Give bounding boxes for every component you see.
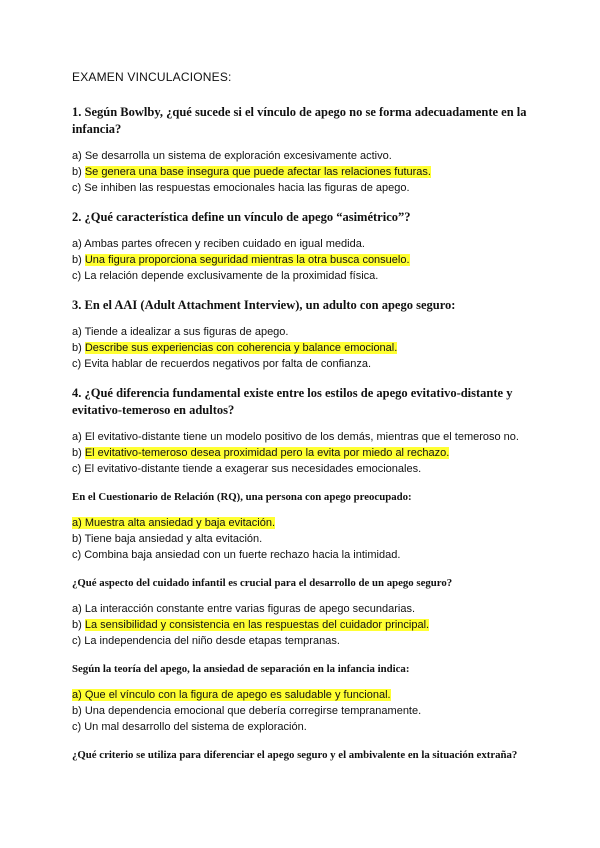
- answer-options: [72, 324, 532, 372]
- question-text: 1. Según Bowlby, ¿qué sucede si el vínculo de apego no se forma adecuadamente en la infancia?: [72, 105, 527, 136]
- answer-option: [72, 268, 532, 284]
- highlighted-answer-text: Describe sus experiencias con coherencia y balance emocional.: [84, 342, 398, 354]
- highlighted-answer-text: Muestra alta ansiedad y baja evitación.: [84, 517, 276, 529]
- answer-option: [72, 236, 532, 252]
- answer-option: [72, 340, 532, 356]
- option-letter: a): [72, 603, 85, 615]
- option-text: Se desarrolla un sistema de exploración excesivamente activo.: [84, 150, 392, 162]
- answer-options: [72, 148, 532, 196]
- answer-option: [72, 356, 532, 372]
- answer-options: [72, 236, 532, 284]
- option-text: Se inhiben las respuestas emocionales hacia las figuras de apego.: [84, 182, 410, 194]
- option-letter: a): [72, 517, 85, 529]
- option-letter: b): [72, 705, 85, 717]
- document-title: EXAMEN VINCULACIONES:: [72, 70, 232, 84]
- option-letter: c): [72, 182, 85, 194]
- option-text: Tiene baja ansiedad y alta evitación.: [84, 533, 263, 545]
- option-letter: a): [72, 326, 85, 338]
- option-letter: a): [72, 689, 85, 701]
- option-text: La relación depende exclusivamente de la proximidad física.: [84, 270, 379, 282]
- question-text: 3. En el AAI (Adult Attachment Interview), un adulto con apego seguro:: [72, 298, 456, 312]
- answer-option: [72, 531, 532, 547]
- highlighted-answer-text: El evitativo-temeroso desea proximidad pero la evita por miedo al rechazo.: [84, 447, 450, 459]
- option-text: Evita hablar de recuerdos negativos por falta de confianza.: [84, 358, 372, 370]
- option-letter: c): [72, 270, 85, 282]
- option-letter: a): [72, 238, 85, 250]
- highlighted-answer-text: La sensibilidad y consistencia en las respuestas del cuidador principal.: [84, 619, 430, 631]
- option-letter: b): [72, 619, 85, 631]
- answer-option: [72, 547, 532, 563]
- option-letter: c): [72, 358, 85, 370]
- highlighted-answer-text: Que el vínculo con la figura de apego es saludable y funcional.: [84, 689, 391, 701]
- option-text: Combina baja ansiedad con un fuerte rechazo hacia la intimidad.: [84, 549, 401, 561]
- option-letter: b): [72, 342, 85, 354]
- answer-option: [72, 180, 532, 196]
- option-letter: c): [72, 463, 85, 475]
- answer-option: [72, 719, 532, 735]
- option-text: Tiende a idealizar a sus figuras de apego.: [84, 326, 289, 338]
- question-text: 2. ¿Qué característica define un vínculo de apego “asimétrico”?: [72, 210, 411, 224]
- option-text: Una dependencia emocional que debería corregirse tempranamente.: [84, 705, 422, 717]
- answer-option: [72, 252, 532, 268]
- answer-option: [72, 461, 532, 477]
- answer-option: [72, 324, 532, 340]
- option-text: El evitativo-distante tiende a exagerar sus necesidades emocionales.: [84, 463, 422, 475]
- answer-option: [72, 164, 532, 180]
- answer-option: [72, 429, 532, 445]
- option-letter: b): [72, 166, 85, 178]
- answer-options: [72, 429, 532, 477]
- option-text: El evitativo-distante tiene un modelo positivo de los demás, mientras que el temeroso no.: [84, 431, 519, 443]
- question-text: ¿Qué aspecto del cuidado infantil es crucial para el desarrollo de un apego seguro?: [72, 577, 453, 589]
- highlighted-answer-text: Una figura proporciona seguridad mientras la otra busca consuelo.: [84, 254, 410, 266]
- option-text: La independencia del niño desde etapas tempranas.: [84, 635, 340, 647]
- answer-option: [72, 687, 532, 703]
- question-text: 4. ¿Qué diferencia fundamental existe entre los estilos de apego evitativo-distante y evitativo-temeroso en adultos?: [72, 386, 513, 417]
- answer-option: [72, 633, 532, 649]
- option-letter: b): [72, 533, 85, 545]
- option-text: Un mal desarrollo del sistema de exploración.: [84, 721, 307, 733]
- option-letter: c): [72, 549, 85, 561]
- answer-option: [72, 703, 532, 719]
- answer-option: [72, 445, 532, 461]
- option-text: Ambas partes ofrecen y reciben cuidado en igual medida.: [84, 238, 365, 250]
- option-text: La interacción constante entre varias figuras de apego secundarias.: [84, 603, 416, 615]
- question-text: En el Cuestionario de Relación (RQ), una persona con apego preocupado:: [72, 491, 412, 503]
- question-text: Según la teoría del apego, la ansiedad de separación en la infancia indica:: [72, 663, 410, 675]
- highlighted-answer-text: Se genera una base insegura que puede afectar las relaciones futuras.: [84, 166, 431, 178]
- option-letter: c): [72, 721, 85, 733]
- option-letter: a): [72, 150, 85, 162]
- option-letter: c): [72, 635, 85, 647]
- answer-option: [72, 515, 532, 531]
- answer-options: [72, 687, 532, 735]
- answer-options: [72, 601, 532, 649]
- document-page: [72, 70, 532, 773]
- questions-list: [72, 104, 532, 763]
- option-letter: a): [72, 431, 85, 443]
- answer-option: [72, 601, 532, 617]
- answer-option: [72, 148, 532, 164]
- answer-options: [72, 515, 532, 563]
- option-letter: b): [72, 254, 85, 266]
- option-letter: b): [72, 447, 85, 459]
- question-text: ¿Qué criterio se utiliza para diferenciar el apego seguro y el ambivalente en la situación extraña?: [72, 749, 518, 761]
- answer-option: [72, 617, 532, 633]
